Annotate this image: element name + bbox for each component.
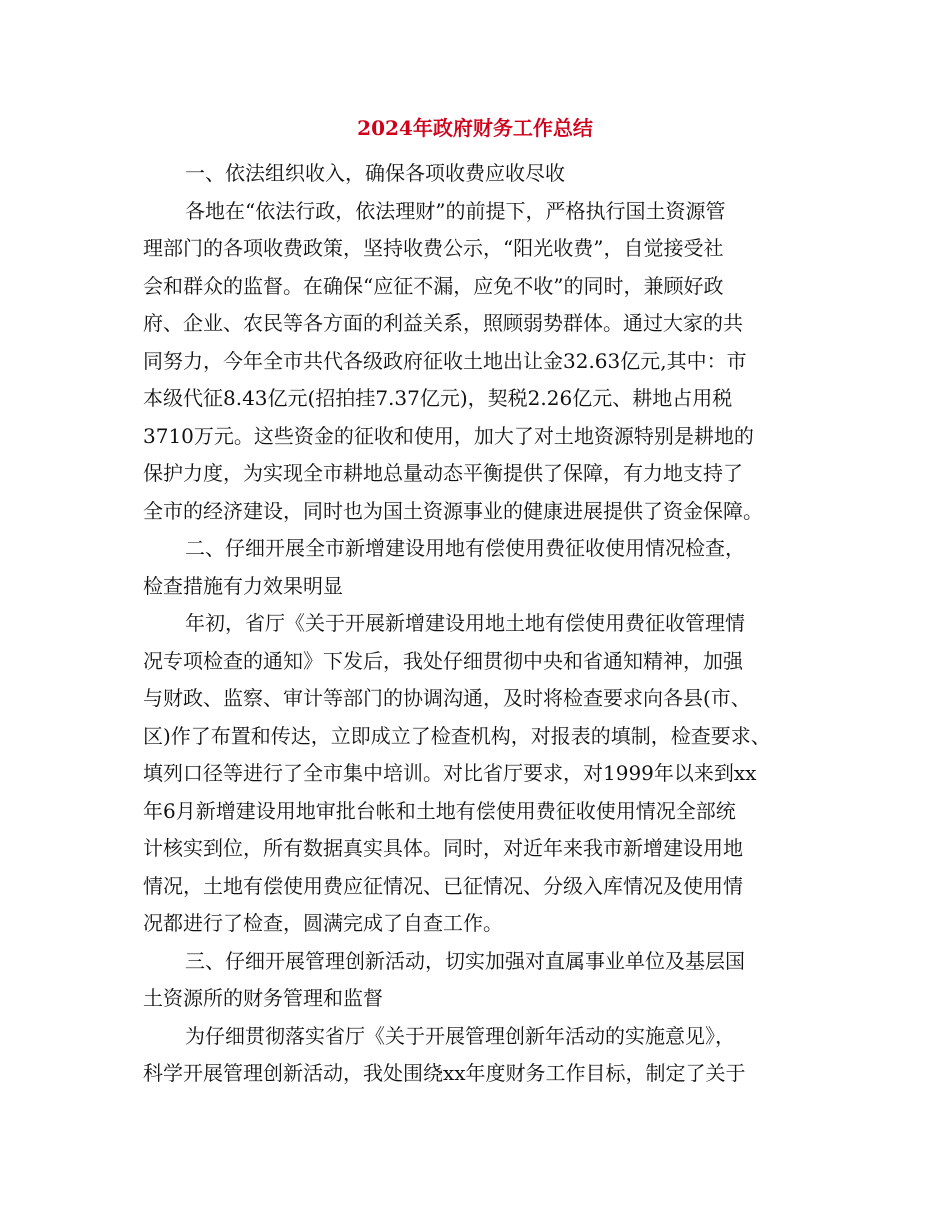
body-text-line: 全市的经济建设，同时也为国土资源事业的健康进展提供了资金保障。 (143, 498, 763, 523)
body-text-line: 区)作了布置和传达，立即成立了检查机构，对报表的填制，检查要求、 (143, 723, 771, 748)
body-text-line: 计核实到位，所有数据真实具体。同时，对近年来我市新增建设用地 (143, 836, 743, 860)
body-text-line: 与财政、监察、审计等部门的协调沟通，及时将检查要求向各县(市、 (143, 686, 751, 710)
body-text-line: 填列口径等进行了全市集中培训。对比省厅要求，对1999年以来到xx (143, 761, 757, 785)
body-text-line: 3710万元。这些资金的征收和使用，加大了对土地资源特别是耕地的 (143, 423, 754, 448)
body-text-line: 保护力度，为实现全市耕地总量动态平衡提供了保障，有力地支持了 (143, 461, 743, 485)
body-text-line: 本级代征8.43亿元(招拍挂7.37亿元)，契税2.26亿元、耕地占用税 (143, 386, 733, 410)
body-text-line: 同努力，今年全市共代各级政府征收土地出让金32.63亿元,其中：市 (143, 348, 747, 373)
body-text-line: 情况，土地有偿使用费应征情况、已征情况、分级入库情况及使用情 (143, 873, 743, 898)
document-title: 2024年政府财务工作总结 (357, 116, 593, 140)
body-text-line: 土资源所的财务管理和监督 (143, 986, 383, 1010)
document-body (143, 155, 823, 1093)
body-text-line: 理部门的各项收费政策，坚持收费公示，“阳光收费”，自觉接受社 (143, 236, 724, 260)
body-text-line: 况专项检查的通知》下发后，我处仔细贯彻中央和省通知精神，加强 (143, 648, 743, 673)
body-text-line: 三、仔细开展管理创新活动，切实加强对直属事业单位及基层国 (185, 948, 745, 973)
body-text-line: 二、仔细开展全市新增建设用地有偿使用费征收使用情况检查， (185, 536, 745, 560)
body-text-line: 一、依法组织收入，确保各项收费应收尽收 (185, 161, 565, 185)
body-text-line: 科学开展管理创新活动，我处围绕xx年度财务工作目标，制定了关于 (143, 1061, 746, 1085)
body-text-line: 府、企业、农民等各方面的利益关系，照顾弱势群体。通过大家的共 (143, 311, 743, 335)
body-text-line: 检查措施有力效果明显 (143, 573, 343, 598)
body-text-line: 年6月新增建设用地审批台帐和土地有偿使用费征收使用情况全部统 (143, 798, 736, 823)
body-text-line: 会和群众的监督。在确保“应征不漏，应免不收”的同时，兼顾好政 (143, 273, 724, 298)
body-text-line: 为仔细贯彻落实省厅《关于开展管理创新年活动的实施意见》， (185, 1023, 735, 1048)
body-text-line: 年初，省厅《关于开展新增建设用地土地有偿使用费征收管理情 (185, 611, 745, 635)
body-text-line: 各地在“依法行政，依法理财”的前提下，严格执行国土资源管 (185, 198, 726, 223)
body-text-line: 况都进行了检查，圆满完成了自查工作。 (143, 911, 503, 935)
